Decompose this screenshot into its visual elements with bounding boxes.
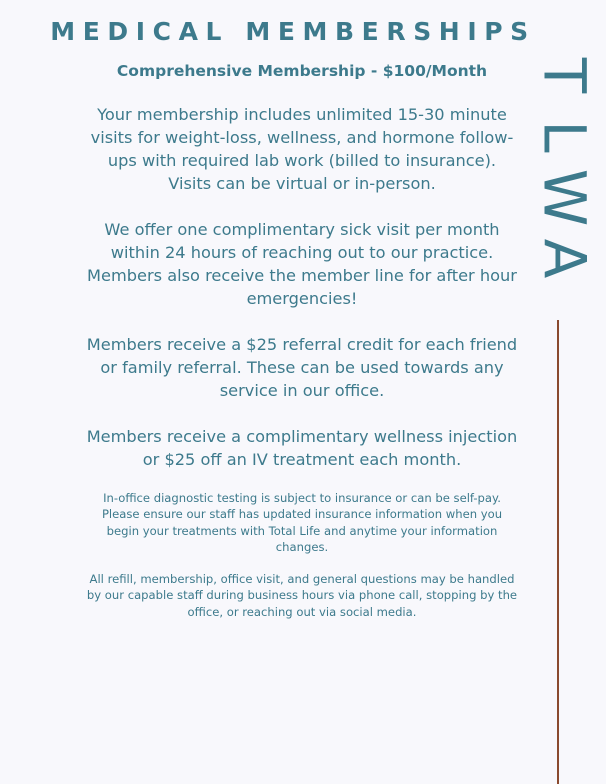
logo-letter-l: L	[530, 120, 599, 153]
diagnostic-testing-note: In-office diagnostic testing is subject to insurance or can be self-pay. Please ensure our staff has updated insurance information when you begin your treatments with Total Life and anytime your information changes.	[101, 491, 503, 554]
sick-visit-paragraph: We offer one complimentary sick visit per month within 24 hours of reaching out to our practice. Members also receive the member line for after hour emergencies!	[87, 220, 517, 308]
vertical-divider-line	[557, 320, 559, 784]
wellness-injection-paragraph: Members receive a complimentary wellness injection or $25 off an IV treatment each month.	[86, 427, 518, 469]
page-title: MEDICAL MEMBERSHIPS	[50, 17, 536, 46]
logo-letter-w: W	[530, 168, 599, 227]
membership-plan-heading: Comprehensive Membership - $100/Month	[116, 62, 488, 80]
visits-paragraph: Your membership includes unlimited 15-30 minute visits for weight-loss, wellness, and hormone follow-ups with required lab work (billed to insurance). Visits can be virtual or in-person.	[90, 105, 514, 193]
logo-letter-t: T	[530, 57, 599, 94]
referral-paragraph: Members receive a $25 referral credit for each friend or family referral. These can be used towards any service in our office.	[86, 335, 518, 400]
general-questions-note: All refill, membership, office visit, and general questions may be handled by our capable staff during business hours via phone call, stopping by the office, or reaching out via social media.	[86, 572, 518, 619]
membership-details	[86, 103, 518, 636]
tlwa-vertical-logo	[530, 45, 599, 305]
logo-letter-a: A	[530, 238, 599, 279]
